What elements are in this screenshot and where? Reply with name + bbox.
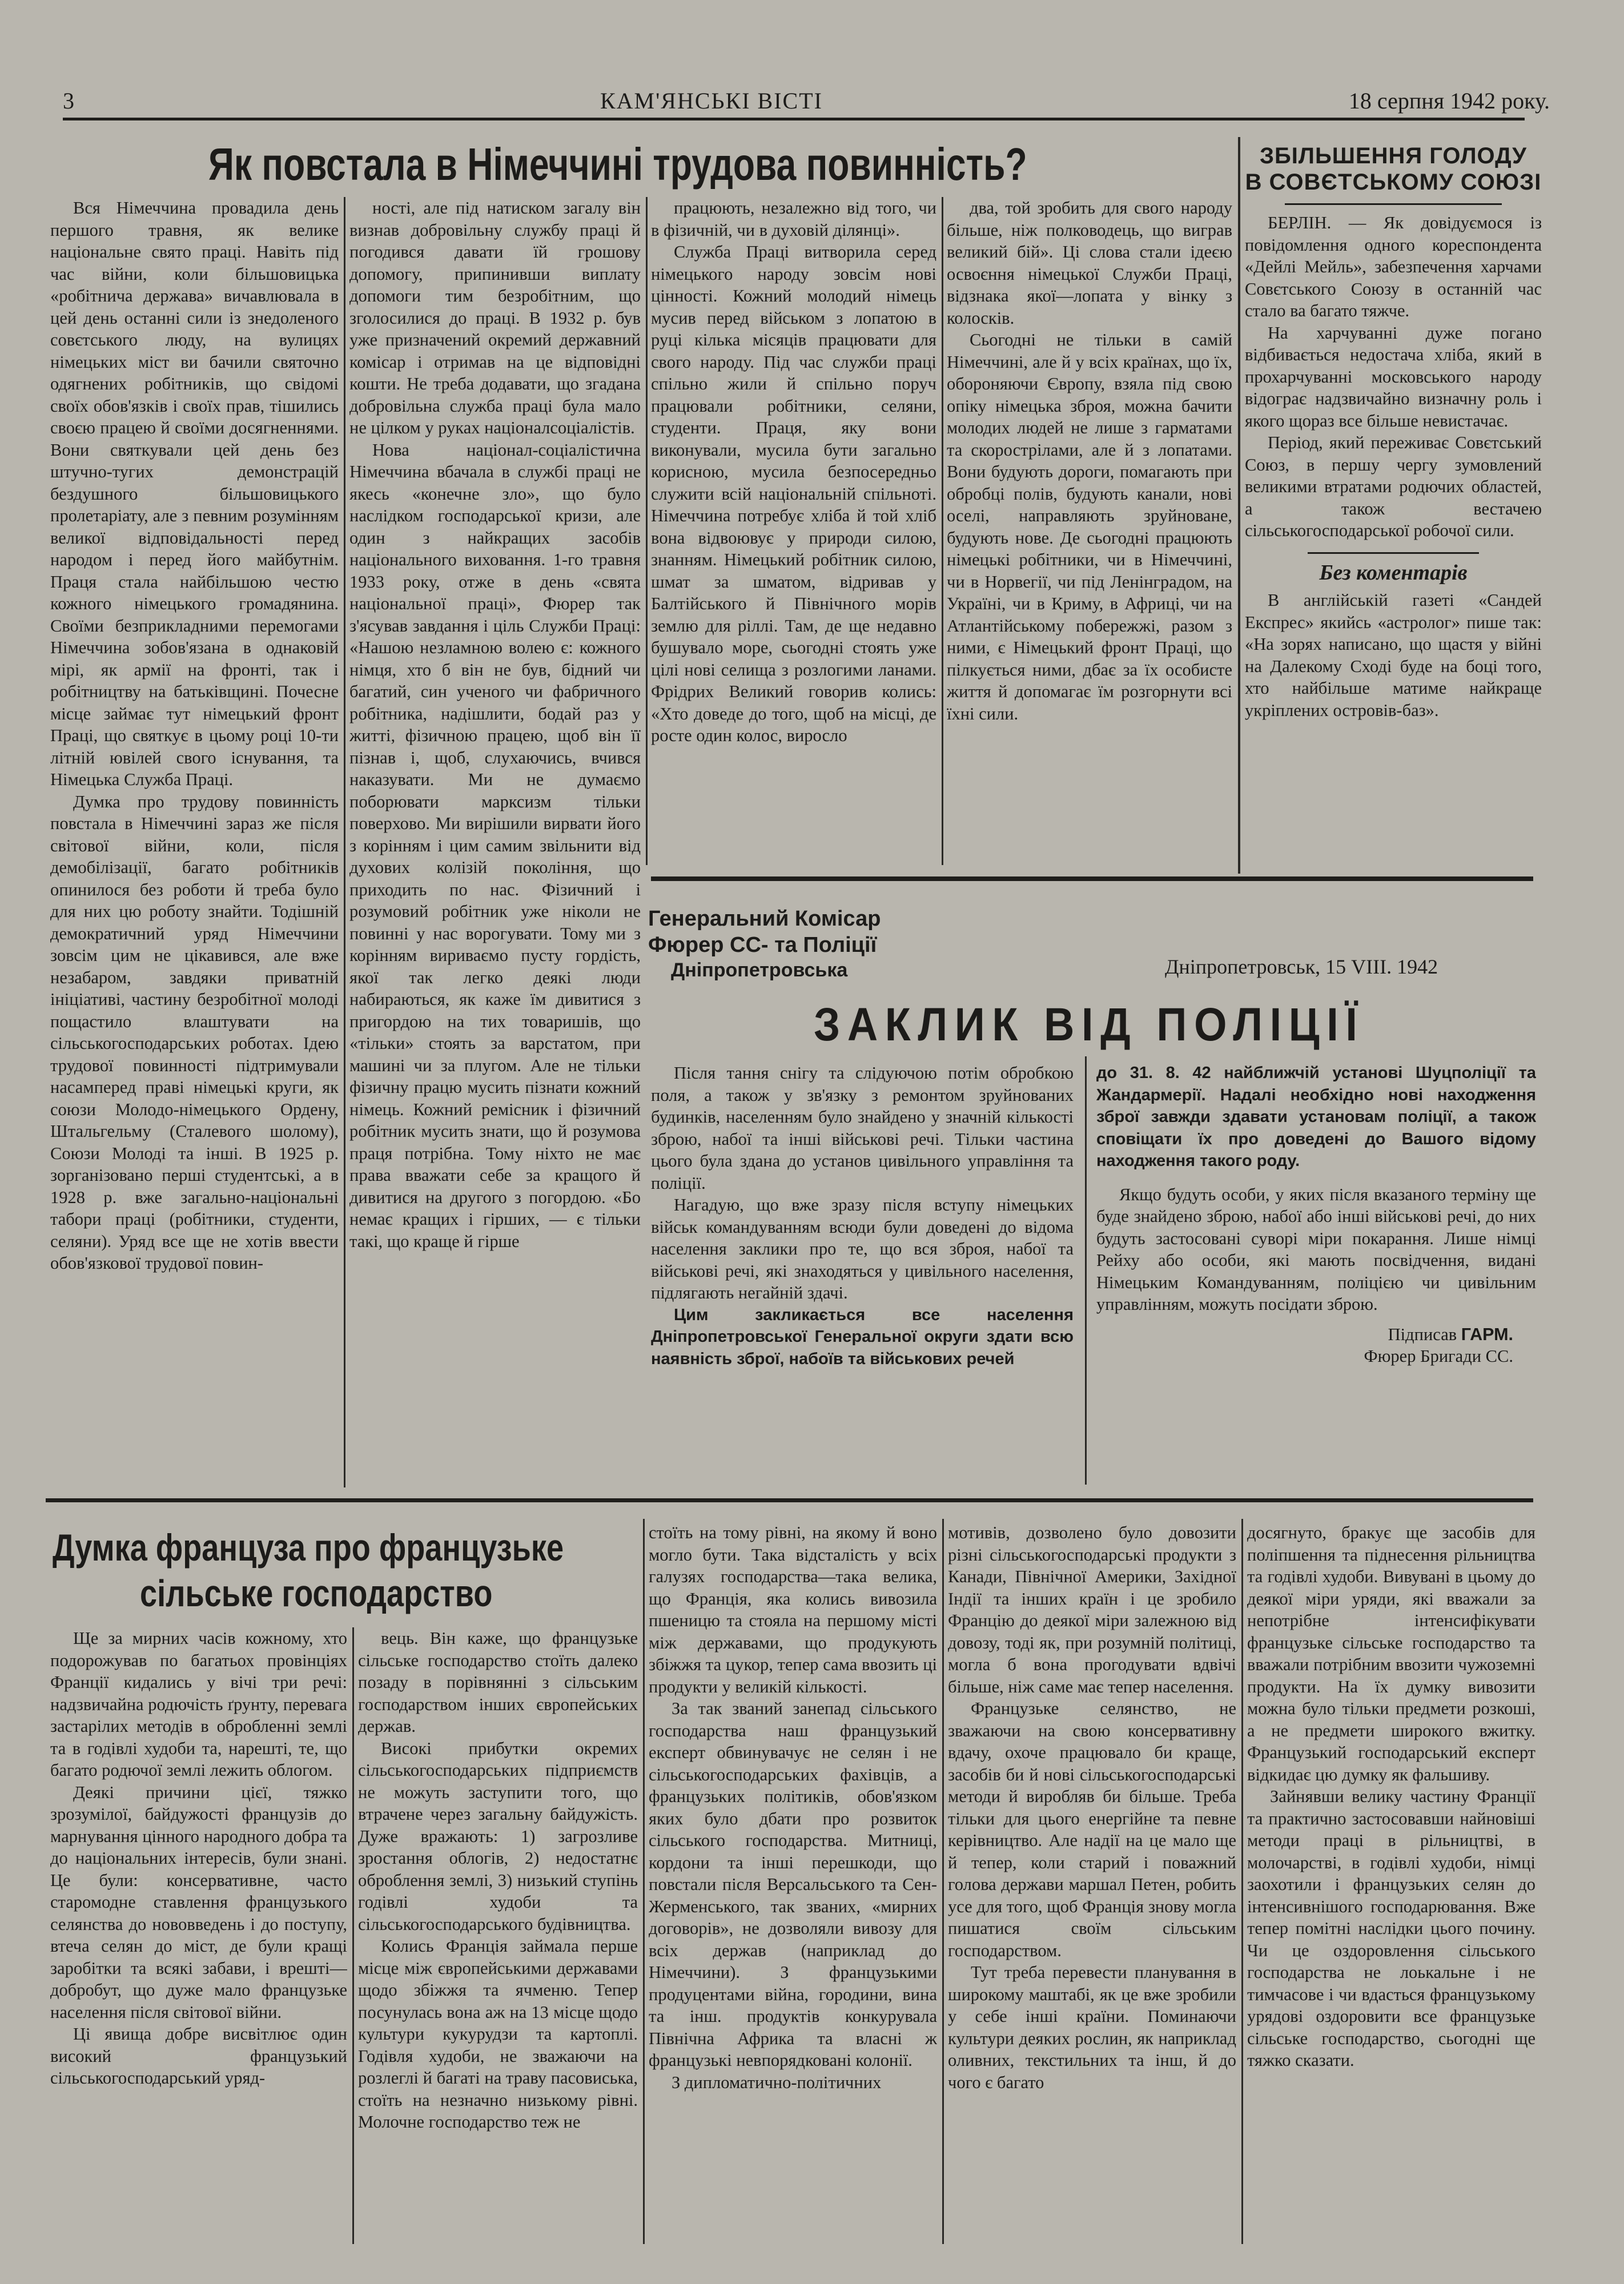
sidebar-subtitle: Без коментарів xyxy=(1319,560,1468,585)
paragraph: Зайнявши велику частину Франції та практично застосовавши найновіші методи праці в рільництві, в молочарстві, в годівлі худоби, німці заохотили і французьких селян до інтенсивнішого господарювання. Вже тепер помітні наслідки цього почину. Чи це оздоровлення сільського господарства не лоькальне і не тимчасове і чи вдасться французькому урядові оздоровити все французьке сільське господарство, сьогодні ще тяжко сказати. xyxy=(1247,1787,1535,2070)
issuer-line-2: Фюрер СС- та Поліції xyxy=(648,933,877,957)
paragraph: На харчуванні дуже погано відбивається недостача хліба, який в прохарчуванні московського народу відограє надзвичайно визначну роль і якого щораз все більше невистачає. xyxy=(1245,323,1542,431)
proclamation-top-rule xyxy=(651,876,1533,881)
paragraph: З дипломатично-політичних xyxy=(672,2072,882,2092)
signature-name: ГАРМ. xyxy=(1461,1324,1513,1344)
newspaper-title: КАМ'ЯНСЬКІ ВІСТІ xyxy=(600,87,823,114)
column-divider xyxy=(643,1519,645,2244)
proclamation-left-column xyxy=(651,1062,1074,1485)
paragraph: Служба Праці витворила серед німецького народу зовсім нові цінності. Кожний молодий німець мусив перед військом з лопатою в руці кілька місяців працювати для свого народу. Під час служби праці спільно жили й спільно поруч працювали робітники, селяни, студенти. Праця, яку вони виконували, мусила бути загально корисною, мусила безпосередньо служити всій національній спільноті. Німеччина потребує хліба й той хліб вона відвоювує у природи силою, знанням. Німецький робітник силою, шмат за шматом, відривав у Балтійського й Північного морів землю для ріллі. Там, де ще недавно бушувало море, сьогодні стоять уже цілі нові селища з розлогими ланами. Фрідрих Великий говорив колись: «Хто доведе до того, щоб на місці, де росте один колос, виросло xyxy=(651,242,936,745)
article2-title-line1: Думка француза про французьке xyxy=(53,1526,564,1569)
article2-column-4 xyxy=(948,1522,1236,2244)
paragraph: Нагадую, що вже зразу після вступу німецьких військ командуванням всюди були доведені до відома населення заклики про те, що вся зброя, набої та військові речі, які знаходяться у цивільного населення, підлягають негайній здачі. xyxy=(651,1195,1074,1302)
article1-title: Як повстала в Німеччині трудова повинність? xyxy=(208,139,1027,190)
paragraph: Сьогодні не тільки в самій Німеччині, але й у всіх країнах, що їх, обороняючи Європу, взяла під свою опіку німецька зброя, можна бачити молодих людей не лише з гарматами та скорострілами, але й з лопатами. Вони будують дороги, помагають при обробці полів, будують канали, нові оселі, направляють зруйноване, будують нове. Де сьогодні працюють німецькі робітники, чи в Німеччині, чи в Норвегії, чи під Ленінградом, на Україні, чи в Криму, в Африці, чи на Атлантійському побережжі, разом з ними, є Німецький фронт Праці, що пілкується ними, дбає за їх особисте життя й допомагає їм розгорнути всі їхні сили. xyxy=(947,330,1232,723)
column-divider xyxy=(1238,137,1240,874)
paragraph: Ці явища добре висвітлює один високий французький сільськогосподарський уряд- xyxy=(50,2024,347,2088)
paragraph: Французьке селянство, не зважаючи на свою консервативну вдачу, охоче працювало би краще, засобів би й нові сільськогосподарські методи й виробляв би більше. Треба тільки для цього енергійне та певне керівництво. Але надії на це мало ще й тепер, коли старий і поважний голова держави маршал Петен, робить усе для того, щоб Франція знову могла пишатися своїм сільським господарством. xyxy=(948,1699,1236,1960)
proclamation-right-column xyxy=(1096,1062,1536,1496)
column-divider xyxy=(352,1627,354,2244)
sidebar-title-rule xyxy=(1285,203,1502,205)
proclamation-call-bold: Цим закликається все населення Дніпропетровської Генеральної округи здати всю наявність зброї, набоїв та військових речей xyxy=(651,1305,1074,1368)
article1-column-1 xyxy=(50,197,339,1490)
signature-line xyxy=(1096,1324,1536,1346)
column-divider xyxy=(942,197,943,865)
paragraph: Якщо будуть особи, у яких після вказаного терміну ще буде знайдено зброю, набої або інші військові речі, до них будуть застосовані суворі міри покарання. Лише німці Рейху або особи, які мають посвідчення, видані Німецьким Командуванням, поліцією чи цивільним управлінням, можуть посідати зброю. xyxy=(1096,1184,1536,1314)
column-divider xyxy=(1241,1519,1243,2244)
sidebar-divider xyxy=(1308,552,1479,554)
header-rule xyxy=(63,118,1525,120)
paragraph: Колись Франція займала перше місце між європейськими державами щодо збіжжя та ячменю. Тепер посунулась вона аж на 13 місце щодо культури кукурудзи та картоплі. Годівля худоби, не зважаючи на розлеглі й багаті на траву пасовиська, стоїть на незначно низькому рівні. Молочне господарство теж не xyxy=(358,1936,638,2132)
article2-column-5 xyxy=(1247,1522,1535,2244)
paragraph: працюють, незалежно від того, чи в фізичній, чи в духовій ділянці». xyxy=(651,198,936,240)
article2-column-3 xyxy=(649,1522,937,2244)
paragraph: стоїть на тому рівні, на якому й воно могло бути. Така відсталість у всіх галузях господарства—така велика, що Франція, яка колись вивозила пшеницю та стояла на першому місті між державами, що продукують збіжжя та цукор, тепер сама ввозить ці продукти у великій кількості. xyxy=(649,1523,937,1696)
issue-date: 18 серпня 1942 року. xyxy=(1348,87,1550,114)
paragraph: За так званий занепад сільського господарства наш французький експерт обвинувачує не селян і не сільськогосподарських фахівців, а французьких політиків, обов'язком яких було дбати про розвиток сільського господарства. Митниці, кордони та інші перешкоди, що повстали після Версальського та Сен-Жерменського, так званих, «мирних договорів», не дозволяли вивозу для всіх держав (наприклад до Німеччини). З французькими продуцентами війна, городини, вина та інш. продуктів конкурувала Північна Африка та власні ж французькі невпорядковані колонії. xyxy=(649,1699,937,2070)
article2-column-1 xyxy=(50,1627,347,2244)
column-divider xyxy=(1085,1056,1087,1485)
section-rule xyxy=(46,1498,1533,1502)
signature-title: Фюрер Бригади СС. xyxy=(1364,1346,1513,1366)
paragraph: БЕРЛІН. — Як довідуємося із повідомлення одного кореспондента «Дейлі Мейль», забезпечення харчами Совєтського Союзу в останній час стало ва багато тяжче. xyxy=(1245,213,1542,320)
article1-column-4 xyxy=(947,197,1232,859)
page-number: 3 xyxy=(63,87,74,114)
column-divider xyxy=(942,1519,944,2244)
paragraph: Період, який переживає Совєтський Союз, в першу чергу зумовлений великими втратами родючих областей, а також вестачею сільськогосподарської робочої сили. xyxy=(1245,433,1542,540)
paragraph: Нова націонал-соціалістична Німеччина вбачала в службі праці не якесь «конечне зло», що було наслідком господарської кризи, але один з найкращих засобів національного виховання. 1-го травня 1933 року, отже в день «свята національної праці», Фюрер так з'ясував завдання і ціль Служби Праці: «Нашою незламною волею є: кожного німця, хто б він не був, бідний чи багатий, син ученого чи фабричного робітника, надішлити, бодай раз у житті, фізичною працею, щоб він її пізнав і, щоб, слухаючись, вчився наказувати. Ми не думаємо поборювати марксизм тільки поверхово. Ми вирішили вирвати його з корінням і цим самим звільнити від духових колізій покоління, що приходить по нас. Фізичний і розумовий робітник уже ніколи не повинні у нас ворогувати. Тому ми з корінням вириваємо пусту гордість, якої так легко деякі люди набираються, як каже їм дивитися з пригордою на тих товаришів, що «тільки» стоять за варстатом, при машині чи за плугом. Але не тільки фізичну працю мусить пізнати кожний німець. Кожний ремісник і фізичний робітник мусить знати, що й розумова праця потрібна. Тому ніхто не має права вважати себе за кращого й дивитися на другого з погордою. «Бо немає кращих і гірших, — є тільки такі, що краще й гірше xyxy=(349,440,641,1251)
paragraph: два, той зробить для свого народу більше, ніж полководець, що виграв великий бій». Ці слова стали ідеєю освоєння німецької Служби Праці, відзнака якої—лопата у вінку з колосків. xyxy=(947,198,1232,328)
signature-label: Підписав xyxy=(1388,1324,1457,1344)
paragraph: Високі прибутки окремих сільськогосподарських підприємств не можуть заступити того, що втрачене через загальну байдужість. Дуже вражають: 1) загрозливе зростання облогів, 2) недостатнє оброблення землі, 3) низький ступінь годівлі худоби та сільськогосподарського будівництва. xyxy=(358,1738,638,1934)
paragraph: Думка про трудову повинність повстала в Німеччині зараз же після світової війни, коли, після демобілізації, багато робітників опинилося без роботи й треба було для них цю роботу знайти. Тодішній демократичний уряд Німеччини зовсім цим не цікавився, але вже незабаром, завдяки приватній ініціативі, частину безробітної молоді пощастило влаштувати на сільськогосподарських роботах. Ідею трудової повинності підтримували насамперед праві німецькі круги, як союзи Молодо-німецького Ордену, Штальгельму (Сталевого шолому), Союзи Молоді та інші. В 1925 р. зорганізовано перші студентські, а в 1928 р. вже загально-національні табори праці (робітники, студенти, селяни). Уряд все ще не хотів ввести обов'язкової трудової повин- xyxy=(50,791,339,1273)
paragraph: В англійській газеті «Сандей Експрес» якийсь «астролог» пише так: «На зорях написано, що щастя у війні на Далекому Сході буде на боці того, хто найбільше матиме найкраще укріплених островів-баз». xyxy=(1245,590,1542,720)
proclamation-deadline-bold: до 31. 8. 42 найближчій установі Шуцполіції та Жандармерії. Надалі необхідно нові находження зброї завжди здавати установам поліції, а також сповіщати їх про доведені до Вашого відому находження такого роду. xyxy=(1096,1064,1536,1170)
paragraph: Вся Німеччина провадила день першого травня, як велике національне свято праці. Навіть під час війни, коли більшовицька «робітнича держава» вичавлювала в цей день останні сили із знедоленого совєтського люду, на вулицях німецьких міст ви бачили святочно одягнених робітників, що свідомі своїх обов'язків і своїх прав, тішились своєю працею й своїми досягненнями. Вони святкували цей день без штучно-тугих демонстрацій бездушного більшовицького пролетаріату, але з певним розумінням великої відповідальності перед народом і перед його майбутнім. Праця стала найбільшою честю кожного німецького громадянина. Своїми безприкладними перемогами Німеччина зобов'язана в однаковій мірі, як армії на фронті, так і робітництву на батьківщині. Почесне місце займає тут німецький фронт Праці, що святкує в цьому році 10-ти літній ювілей свого існування, та Німецька Служба Праці. xyxy=(50,198,339,789)
paragraph: досягнуто, бракує ще засобів для поліпшення та піднесення рільництва та годівлі худоби. Вивувані в цьому до деякої міри уряди, які вважали за непотрібне інтенсифікувати французьке сільське господарство та вважали потрібним ввозити чужоземні продукти. На їх думку вивозити можна було тільки предмети розкоші, а не предмети широкого вжитку. Французький господарський експерт відкидає цю думку як фальшиву. xyxy=(1247,1523,1535,1784)
paragraph: вець. Він каже, що французьке сільське господарство стоїть далеко позаду в порівнянні з сільським господарством інших європейських держав. xyxy=(358,1628,638,1736)
sidebar-title-line2: В СОВЄТСЬКОМУ СОЮЗІ xyxy=(1245,170,1542,195)
sidebar-title-line1: ЗБІЛЬШЕННЯ ГОЛОДУ xyxy=(1259,143,1527,168)
paragraph: Деякі причини цієї, тяжко зрозумілої, байдужості французів до марнування цінного народного добра та до національних інтересів, були знані. Це були: консервативне, часто старомодне ставлення французького селянства до нововведень і до поступу, втеча селян до міст, де були кращі заробітки та всякі забави, і врешті—добробут, що дуже мало французьке населення після світової війни. xyxy=(50,1782,347,2022)
sidebar-news xyxy=(1245,143,1542,874)
article2-column-2 xyxy=(358,1627,638,2244)
column-divider xyxy=(344,197,345,1487)
issuer-line-3: Дніпропетровська xyxy=(671,959,848,981)
paragraph: Ще за мирних часів кожному, хто подорожував по багатьох провінціях Франції кидались у вічі три речі: надзвичайна родючість ґрунту, перевага застарілих методів в обробленні землі та в годівлі худоби та, нарешті, те, що багато родючої землі лежить облогом. xyxy=(50,1628,347,1780)
page-header xyxy=(63,85,1550,116)
article1-column-2 xyxy=(349,197,641,1490)
place-date: Дніпропетровськ, 15 VIII. 1942 xyxy=(1165,955,1438,978)
proclamation-title: ЗАКЛИК ВІД ПОЛІЦІЇ xyxy=(814,999,1365,1051)
paragraph: Тут треба перевести планування в широкому маштабі, як це вже зробили у себе інші країни. Поминаючи культури деяких рослин, як наприклад оливних, текстильних та інш, й до чого є багато xyxy=(948,1963,1236,2092)
column-divider xyxy=(646,197,648,865)
paragraph: ності, але під натиском загалу він визнав добровільну службу праці й погодився давати їй грошову допомогу, припинивши виплату допомоги тим безробітним, що зголосилися до праці. В 1932 р. був уже призначений окремий державний комісар і отримав на це відповідні кошти. Не треба додавати, що згадана добровільна служба праці була мало не цілком у руках націоналсоціалістів. xyxy=(349,198,641,437)
issuer-line-1: Генеральний Комісар xyxy=(648,907,881,931)
article2-title-line2: сільське господарство xyxy=(140,1572,493,1614)
paragraph: Після тання снігу та слідуючою потім обробкою поля, а також у зв'язку з ремонтом зруйнованих будинків, населенням було знайдено у значній кількості зброю, набої та інші військові речі. Тільки частина цього була здана до установ цивільного управління та поліції. xyxy=(651,1063,1074,1193)
paragraph: мотивів, дозволено було довозити різні сільськогосподарські продукти з Канади, Північної Америки, Західної Індії та інших країн і це зробило Францію до деякої міри залежною від довозу, тоді як, при розумній політиці, могла б вона прогодувати вдвічі більше, ніж саме має тепер населення. xyxy=(948,1523,1236,1696)
article1-column-3 xyxy=(651,197,936,859)
